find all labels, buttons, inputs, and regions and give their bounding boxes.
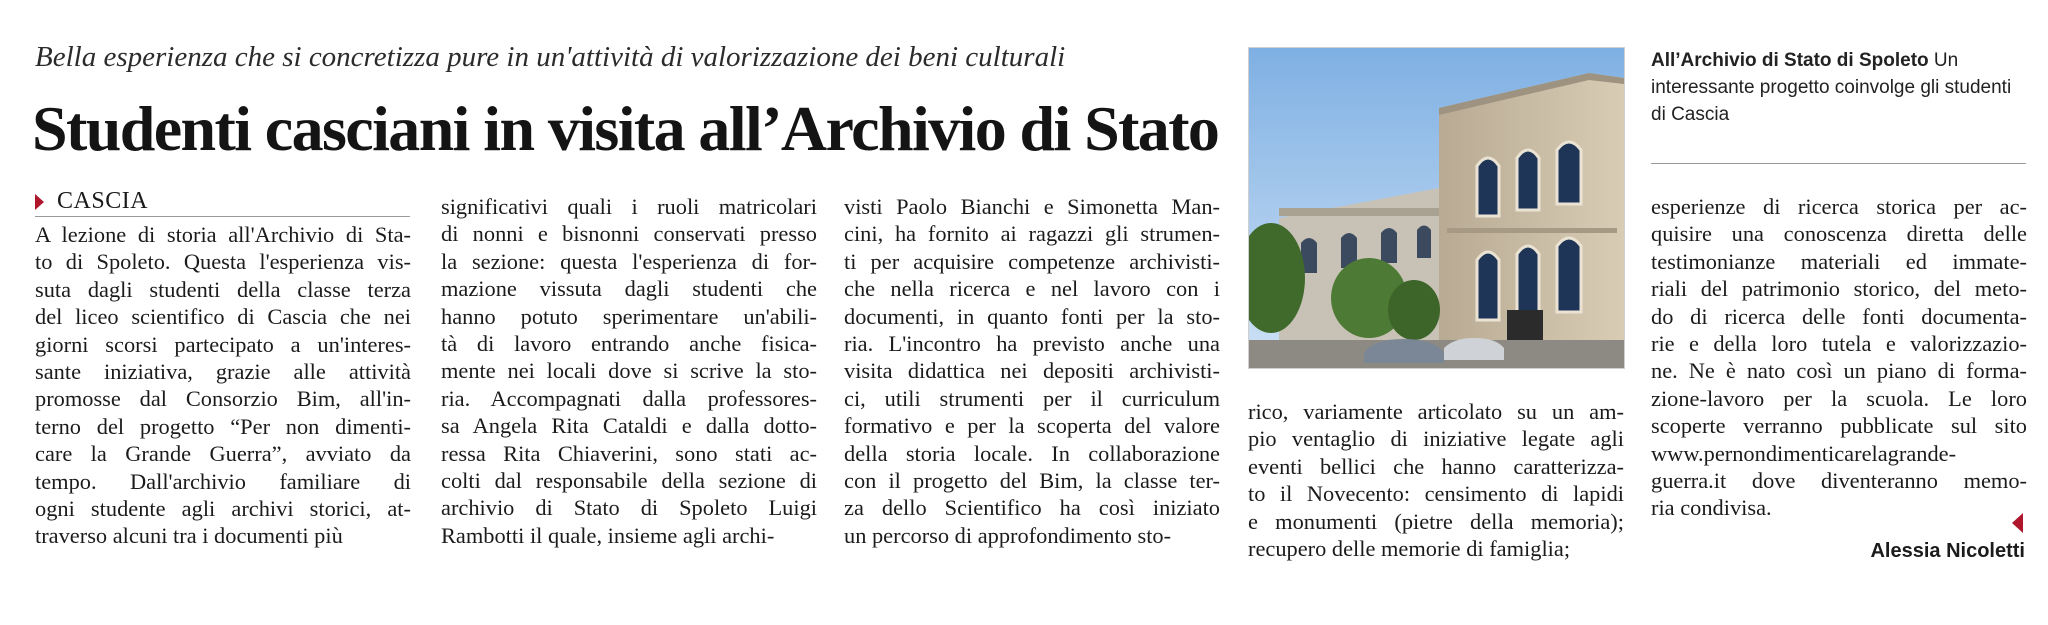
text-line: sa Angela Rita Cataldi e dalla dotto-: [441, 413, 817, 439]
caption-title: All’Archivio di Stato di Spoleto: [1651, 50, 1929, 71]
text-line: esperienze di ricerca storica per ac-: [1651, 194, 2027, 219]
text-line: ne. Ne è nato così un piano di forma-: [1651, 358, 2027, 384]
text-line: della storia locale. In collaborazione: [844, 440, 1220, 466]
archive-building-illustration: [1249, 48, 1624, 368]
dateline-place: CASCIA: [57, 188, 149, 214]
text-line: A lezione di storia all'Archivio di Sta-: [35, 222, 411, 247]
text-line: zione-lavoro per la scuola. Le loro: [1651, 385, 2027, 411]
archive-building-photo: [1248, 47, 1625, 369]
text-line: ressa Rita Chiaverini, sono stati ac-: [441, 440, 817, 466]
byline: Alessia Nicoletti: [1870, 540, 2025, 562]
text-line: del liceo scientifico di Cascia che nei: [35, 304, 411, 330]
text-line: recupero delle memorie di famiglia;: [1248, 535, 1571, 561]
text-line: rie e della loro tutela e valorizzazio-: [1651, 330, 2027, 356]
text-line: scoperte verranno pubblicate sul sito: [1651, 413, 2027, 439]
text-line: giorni scorsi partecipato a un'interes-: [35, 331, 411, 357]
end-of-article-marker-icon: [2012, 513, 2023, 533]
text-line: rico, variamente articolato su un am-: [1248, 399, 1624, 424]
text-line: za dello Scientifico ha così iniziato: [844, 495, 1220, 521]
text-line: tà di lavoro entrando anche fisica-: [441, 330, 817, 356]
text-line: sante iniziativa, grazie alle attività: [35, 358, 411, 384]
text-line: pio ventaglio di iniziative legate agli: [1248, 426, 1624, 452]
headline: Studenti casciani in visita all’Archivio di Stato: [32, 93, 1219, 164]
text-line: riali del patrimonio storico, del meto-: [1651, 276, 2027, 302]
article-column-3: [844, 193, 1220, 549]
text-line: la sezione: questa l'esperienza di for-: [441, 248, 817, 274]
photo-caption: [1651, 47, 2031, 128]
text-line: to il Novecento: censimento di lapidi: [1248, 481, 1624, 507]
text-line: colti dal responsabile della sezione di: [441, 467, 817, 493]
text-line: ci, utili strumenti per il curriculum: [844, 385, 1220, 411]
text-line: ria. Accompagnati dalla professores-: [441, 385, 817, 411]
dateline-marker-icon: [35, 194, 44, 210]
text-line: promosse dal Consorzio Bim, all'in-: [35, 386, 411, 412]
text-line: visita didattica nei depositi archivisti-: [844, 358, 1220, 384]
text-line: care la Grande Guerra”, avviato da: [35, 441, 411, 467]
text-line: formativo e per la scoperta del valore: [844, 413, 1220, 439]
caption-text: Un interessante progetto coinvolge gli studenti di Cascia: [1651, 50, 2012, 125]
text-line: ria. L'incontro ha previsto anche una: [844, 330, 1220, 356]
text-line: cini, ha fornito ai ragazzi gli strumen-: [844, 221, 1220, 247]
dateline: [35, 190, 410, 217]
text-line: guerra.it dove diventeranno memo-: [1651, 467, 2027, 493]
text-line: traverso alcuni tra i documenti più: [35, 523, 343, 549]
text-line: quisire una conoscenza diretta delle: [1651, 221, 2027, 247]
text-line: che nella ricerca e nel lavoro con i: [844, 276, 1220, 302]
text-line: e monumenti (pietre della memoria);: [1248, 508, 1624, 534]
text-line: documenti, in quanto fonti per la sto-: [844, 303, 1220, 329]
text-line: www.pernondimenticarelagrande-: [1651, 440, 1957, 466]
text-line: suta dagli studenti della classe terza: [35, 276, 411, 302]
caption-divider: [1651, 163, 2026, 164]
article-column-5: [1651, 193, 2027, 522]
text-line: ria condivisa.: [1651, 495, 1772, 521]
text-line: di nonni e bisnonni conservati presso: [441, 221, 817, 247]
text-line: hanno potuto sperimentare un'abili-: [441, 303, 817, 329]
text-line: eventi bellici che hanno caratterizza-: [1248, 453, 1624, 479]
kicker: Bella esperienza che si concretizza pure in un'attività di valorizzazione dei beni culturali: [35, 41, 1066, 73]
text-line: mazione vissuta dagli studenti che: [441, 276, 817, 302]
article-column-2: [441, 193, 817, 549]
text-line: terno del progetto “Per non dimenti-: [35, 413, 411, 439]
text-line: archivio di Stato di Spoleto Luigi: [441, 495, 817, 521]
text-line: tempo. Dall'archivio familiare di: [35, 468, 411, 494]
text-line: visti Paolo Bianchi e Simonetta Man-: [844, 194, 1220, 219]
text-line: Rambotti il quale, insieme agli archi-: [441, 522, 775, 548]
text-line: mente nei locali dove si scrive la sto-: [441, 358, 817, 384]
text-line: ti per acquisire competenze archivisti-: [844, 248, 1220, 274]
text-line: to di Spoleto. Questa l'esperienza vis-: [35, 249, 411, 275]
text-line: testimonianze materiali ed immate-: [1651, 248, 2027, 274]
text-line: un percorso di approfondimento sto-: [844, 522, 1172, 548]
text-line: ogni studente agli archivi storici, at-: [35, 495, 411, 521]
text-line: do di ricerca delle fonti documenta-: [1651, 303, 2027, 329]
article-column-4: [1248, 398, 1624, 562]
text-line: con il progetto del Bim, la classe ter-: [844, 467, 1220, 493]
text-line: significativi quali i ruoli matricolari: [441, 194, 817, 219]
article-column-1: [35, 221, 411, 550]
